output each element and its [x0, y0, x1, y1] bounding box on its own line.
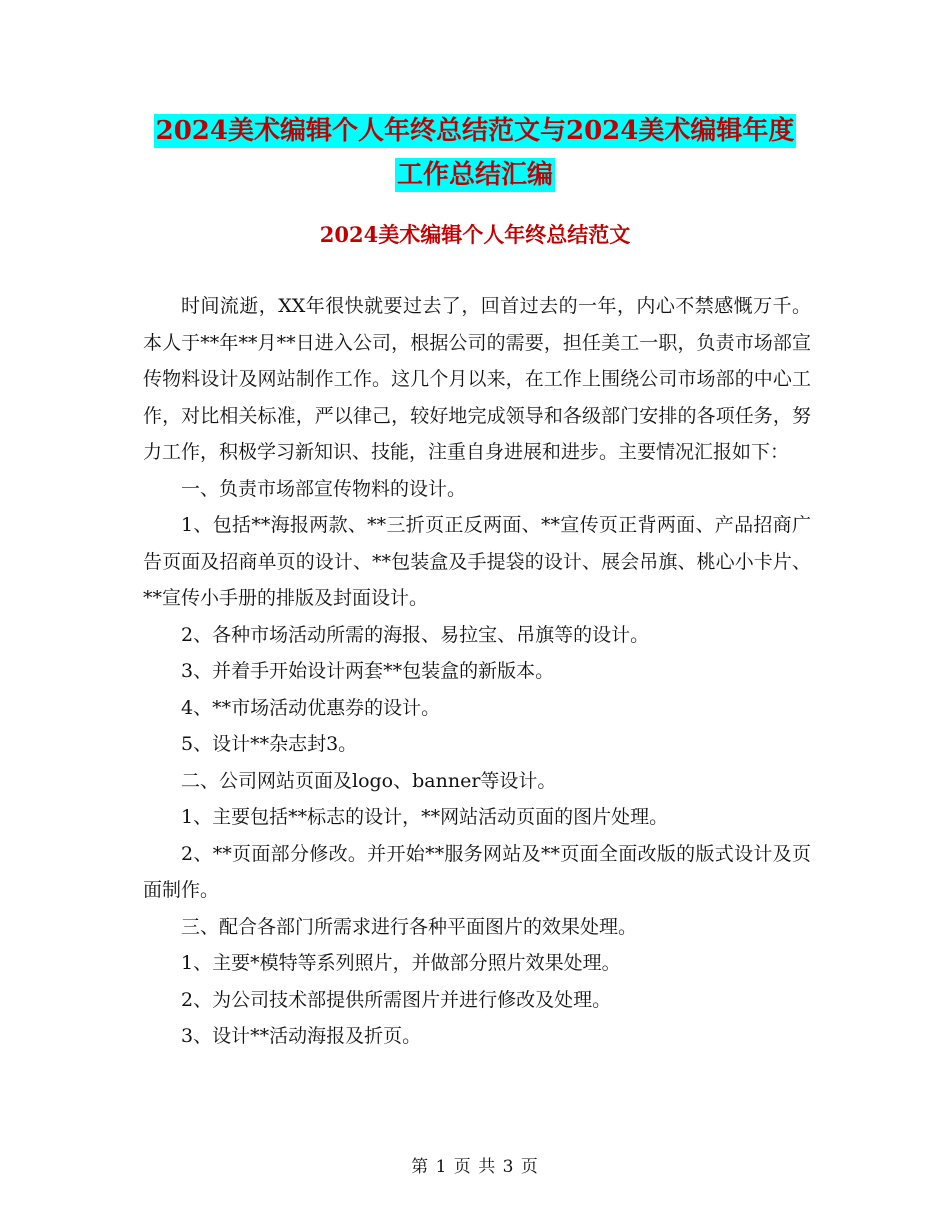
- paragraph: 3、设计**活动海报及折页。: [181, 1025, 422, 1047]
- page-footer: 第 1 页 共 3 页: [411, 1157, 539, 1177]
- document-body: [143, 288, 811, 1055]
- paragraph: 1、主要包括**标志的设计，**网站活动页面的图片处理。: [181, 806, 669, 828]
- document-title-continued: [0, 152, 950, 198]
- paragraph: 1、主要*模特等系列照片，并做部分照片效果处理。: [181, 952, 621, 974]
- paragraph: 2、各种市场活动所需的海报、易拉宝、吊旗等的设计。: [181, 623, 650, 646]
- document-title-line-2: 工作总结汇编: [396, 160, 553, 190]
- paragraph: 三、配合各部门所需求进行各种平面图片的效果处理。: [181, 915, 638, 938]
- paragraph: 一、负责市场部宣传物料的设计。: [181, 477, 467, 500]
- document-title-line-1: 2024美术编辑个人年终总结范文与2024美术编辑年度: [155, 116, 795, 146]
- paragraph: 2、为公司技术部提供所需图片并进行修改及处理。: [181, 988, 612, 1011]
- document-title: [0, 108, 950, 154]
- paragraph: 1、包括**海报两款、**三折页正反两面、**宣传页正背两面、产品招商广告页面及招商单页的设计、**包装盒及手提袋的设计、展会吊旗、桃心小卡片、**宣传小手册的排版及封面设计。: [143, 514, 811, 609]
- paragraph: 时间流逝，XX年很快就要过去了，回首过去的一年，内心不禁感慨万千。本人于**年**月**日进入公司，根据公司的需要，担任美工一职，负责市场部宣传物料设计及网站制作工作。这几个月以来，在工作上围绕公司市场部的中心工作，对比相关标准，严以律己，较好地完成领导和各级部门安排的各项任务，努力工作，积极学习新知识、技能，注重自身进展和进步。主要情况汇报如下：: [143, 295, 811, 463]
- paragraph: 2、**页面部分修改。并开始**服务网站及**页面全面改版的版式设计及页面制作。: [143, 842, 811, 901]
- paragraph: 4、**市场活动优惠券的设计。: [181, 696, 441, 719]
- paragraph: 二、公司网站页面及logo、banner等设计。: [181, 769, 557, 792]
- section-title: 2024美术编辑个人年终总结范文: [319, 222, 631, 247]
- paragraph: 3、并着手开始设计两套**包装盒的新版本。: [181, 660, 555, 682]
- paragraph: 5、设计**杂志封3。: [181, 733, 358, 755]
